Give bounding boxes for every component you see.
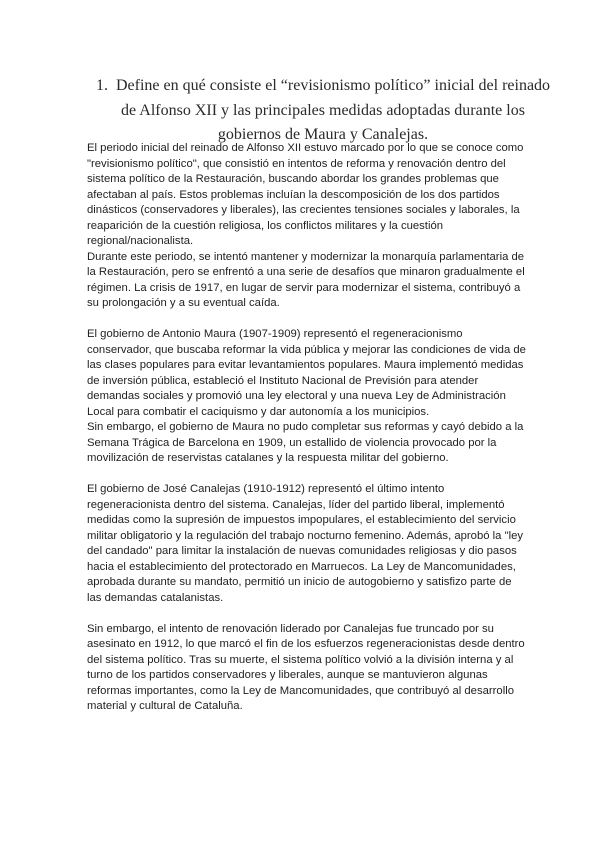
paragraph-restoration: Durante este periodo, se intentó mantener y modernizar la monarquía parlamentaria de la Restauración, pero se enfrentó a una serie de desafíos que minaron gradualmente el régimen. La crisis de 1917, en lugar de servir para modernizar el sistema, contribuyó a su prolongación y a su eventual caída. (87, 250, 525, 309)
question-text: Define en qué consiste el “revisionismo político” inicial del reinado de Alfonso XII y las principales medidas adoptadas durante los gobiernos de Maura y Canalejas. (115, 77, 551, 143)
question-heading (88, 74, 558, 148)
question-number: 1. (95, 77, 108, 94)
paragraph-canalejas: El gobierno de José Canalejas (1910-1912) representó el último intento regeneracionista dentro del sistema. Canalejas, líder del partido liberal, implementó medidas como la supresión de impuestos impopulares, el establecimiento del servicio militar obligatorio y la regulación del trabajo nocturno femenino. Además, aprobó la "ley del candado" para limitar la instalación de nuevas comunidades religiosas y dio pasos hacia el establecimiento del protectorado en Marruecos. La Ley de Mancomunidades, aprobada durante su mandato, permitió un inicio de autogobierno y satisfizo parte de las demandas catalanistas. (87, 483, 524, 604)
answer-body (87, 141, 527, 715)
paragraph-maura-fall: Sin embargo, el gobierno de Maura no pudo completar sus reformas y cayó debido a la Semana Trágica de Barcelona en 1909, un estallido de violencia provocado por la movilización de reservistas catalanes y la respuesta militar del gobierno. (87, 421, 524, 464)
paragraph-maura: El gobierno de Antonio Maura (1907-1909) representó el regeneracionismo conservador, que buscaba reformar la vida pública y mejorar las condiciones de vida de las clases populares para evitar levantamientos populares. Maura implementó medidas de inversión pública, estableció el Instituto Nacional de Previsión para atender demandas sociales y promovió una ley electoral y una nueva Ley de Administración Local para combatir el caciquismo y dar autonomía a los municipios. (87, 328, 526, 418)
paragraph-conclusion: Sin embargo, el intento de renovación liderado por Canalejas fue truncado por su asesinato en 1912, lo que marcó el fin de los esfuerzos regeneracionistas desde dentro del sistema político. Tras su muerte, el sistema político volvió a la división interna y al turno de los partidos conservadores y liberales, aunque se mantuvieron algunas reformas importantes, como la Ley de Mancomunidades, que contribuyó al desarrollo material y cultural de Cataluña. (87, 622, 525, 712)
paragraph-intro: El periodo inicial del reinado de Alfonso XII estuvo marcado por lo que se conoce como "revisionismo político", que consistió en intentos de reforma y renovación dentro del sistema político de la Restauración, buscando abordar los grandes problemas que afectaban al país. Estos problemas incluían la descomposición de los dos partidos dinásticos (conservadores y liberales), las crecientes tensiones sociales y laborales, la reaparición de la cuestión religiosa, los conflictos militares y la cuestión regional/nacionalista. (87, 142, 524, 247)
